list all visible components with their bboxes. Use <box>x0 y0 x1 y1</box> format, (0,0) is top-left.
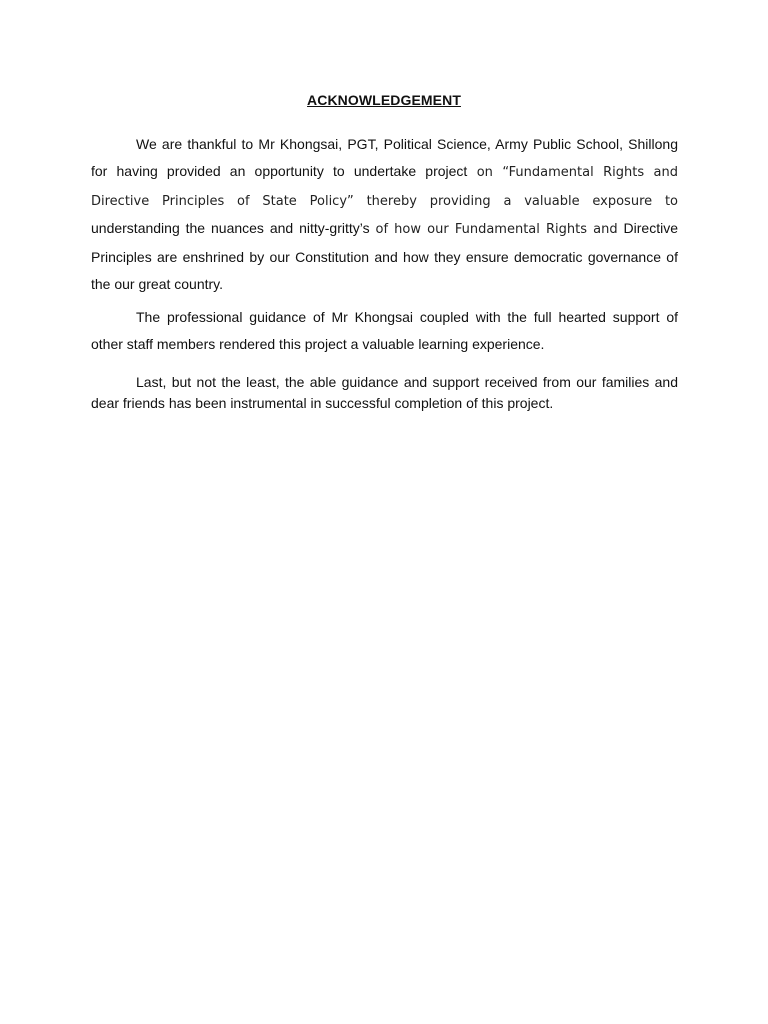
page-title: ACKNOWLEDGEMENT <box>307 92 461 108</box>
paragraph-thanks-part1: We are thankful to Mr Khongsai, PGT, Political Science, Army Public School, Shillong for having provided an opportunity to undertake project <box>91 136 678 179</box>
paragraph-thanks-part3: understanding the nuances and nitty-gritty’s <box>91 220 376 237</box>
paragraph-guidance-text: The professional guidance of Mr Khongsai coupled with the full hearted support of other staff members rendered this project a valuable learning experience. <box>91 309 678 352</box>
paragraph-families <box>91 372 678 414</box>
paragraph-thanks-part4: of how our Fundamental Rights and <box>375 222 618 238</box>
paragraph-families-text: Last, but not the least, the able guidance and support received from our families and dear friends has been instrumental in successful completion of this project. <box>91 374 678 411</box>
paragraph-guidance <box>91 304 678 358</box>
paragraph-thanks-part5: Directive Principles are enshrined by our Constitution and how they ensure democratic governance of the our great country. <box>91 220 678 292</box>
paragraph-thanks <box>91 131 678 298</box>
paragraph-thanks-part2: on “Fundamental Rights and Directive Principles of State Policy” thereby providing a valuable exposure to <box>91 164 678 209</box>
